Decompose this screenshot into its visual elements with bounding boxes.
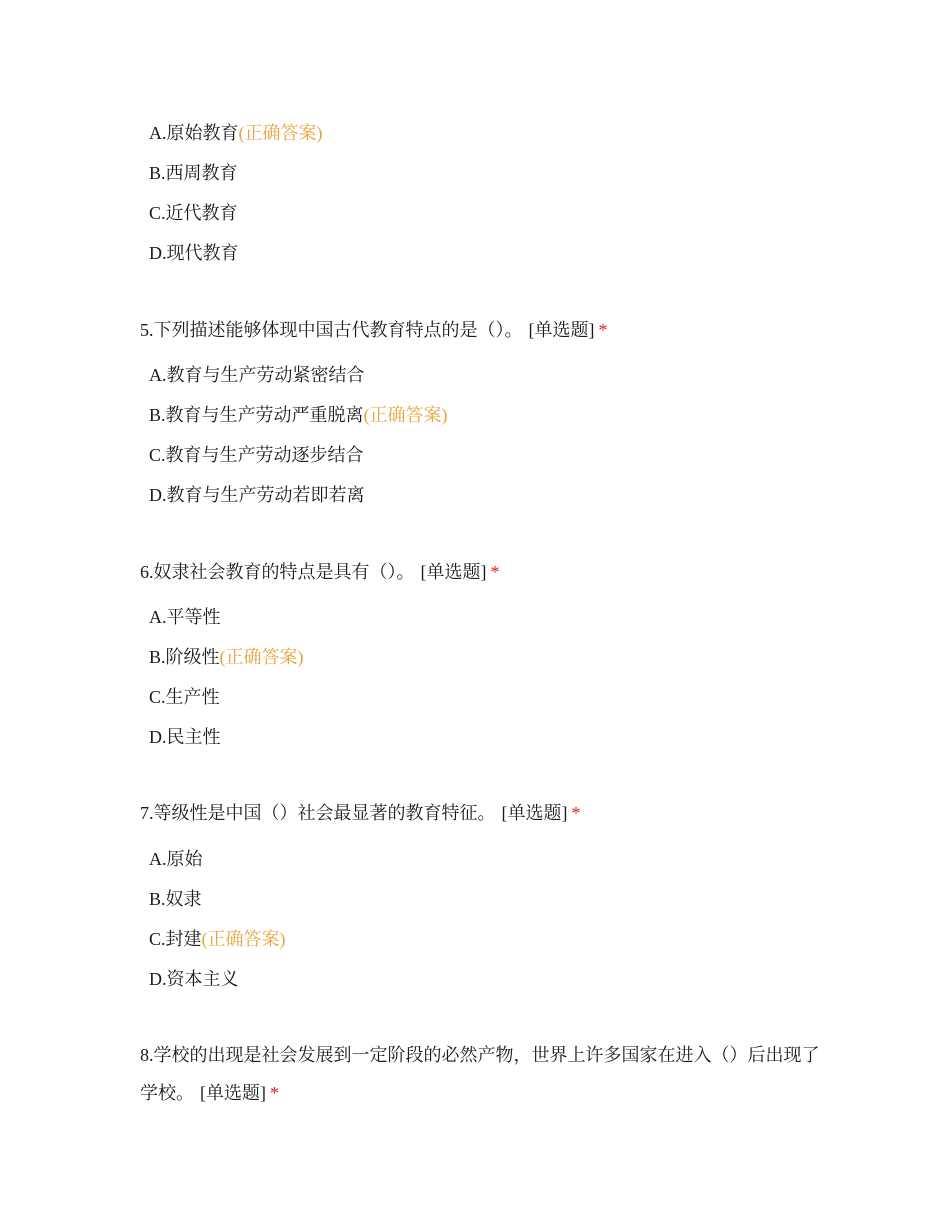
q7-option-b[interactable]	[149, 884, 286, 924]
required-asterisk: *	[490, 562, 500, 582]
option-text: D.资本主义	[149, 969, 239, 989]
option-text: A.原始教育	[149, 123, 239, 143]
q5-option-a[interactable]	[149, 360, 448, 400]
question-text: 6.奴隶社会教育的特点是具有（）。	[140, 562, 415, 582]
option-text: C.封建	[149, 929, 202, 949]
option-text: C.教育与生产劳动逐步结合	[149, 445, 364, 465]
option-text: B.阶级性	[149, 647, 220, 667]
question-text: 5.下列描述能够体现中国古代教育特点的是（）。	[140, 320, 523, 340]
q5-option-b[interactable]	[149, 400, 448, 440]
option-text: D.现代教育	[149, 243, 239, 263]
q4-option-a[interactable]	[149, 118, 323, 158]
q5-title	[140, 311, 820, 349]
q4-option-c[interactable]	[149, 198, 323, 238]
question-type-badge: [单选题]	[200, 1083, 266, 1103]
required-asterisk: *	[598, 320, 608, 340]
option-text: A.教育与生产劳动紧密结合	[149, 365, 365, 385]
q8-title	[140, 1036, 820, 1112]
question-type-badge: [单选题]	[420, 562, 487, 582]
option-text: A.原始	[149, 849, 203, 869]
question-type-badge: [单选题]	[528, 320, 595, 340]
q5-option-d[interactable]	[149, 480, 448, 520]
option-text: B.奴隶	[149, 889, 202, 909]
q6-title	[140, 553, 820, 591]
option-text: C.近代教育	[149, 203, 238, 223]
option-text: C.生产性	[149, 687, 220, 707]
option-text: D.民主性	[149, 727, 221, 747]
option-text: B.教育与生产劳动严重脱离	[149, 405, 364, 425]
q6-option-c[interactable]	[149, 682, 304, 722]
q7-option-d[interactable]	[149, 964, 286, 1004]
q4-options	[149, 118, 323, 278]
q6-options	[149, 602, 304, 762]
q6-option-b[interactable]	[149, 642, 304, 682]
q7-options	[149, 844, 286, 1004]
required-asterisk: *	[270, 1083, 279, 1103]
option-text: B.西周教育	[149, 163, 238, 183]
q6-option-a[interactable]	[149, 602, 304, 642]
q7-option-c[interactable]	[149, 924, 286, 964]
q5-option-c[interactable]	[149, 440, 448, 480]
option-text: A.平等性	[149, 607, 221, 627]
q6-option-d[interactable]	[149, 722, 304, 762]
q4-option-b[interactable]	[149, 158, 323, 198]
correct-answer-mark: (正确答案)	[363, 405, 448, 425]
required-asterisk: *	[571, 803, 581, 823]
question-text: 8.学校的出现是社会发展到一定阶段的必然产物，世界上许多国家在进入（）后出现了学校。	[140, 1045, 820, 1103]
correct-answer-mark: (正确答案)	[219, 647, 304, 667]
q7-title	[140, 794, 820, 832]
correct-answer-mark: (正确答案)	[238, 123, 323, 143]
correct-answer-mark: (正确答案)	[201, 929, 286, 949]
question-type-badge: [单选题]	[501, 803, 568, 823]
question-text: 7.等级性是中国（）社会最显著的教育特征。	[140, 803, 496, 823]
q4-option-d[interactable]	[149, 238, 323, 278]
q5-options	[149, 360, 448, 520]
q7-option-a[interactable]	[149, 844, 286, 884]
option-text: D.教育与生产劳动若即若离	[149, 485, 365, 505]
